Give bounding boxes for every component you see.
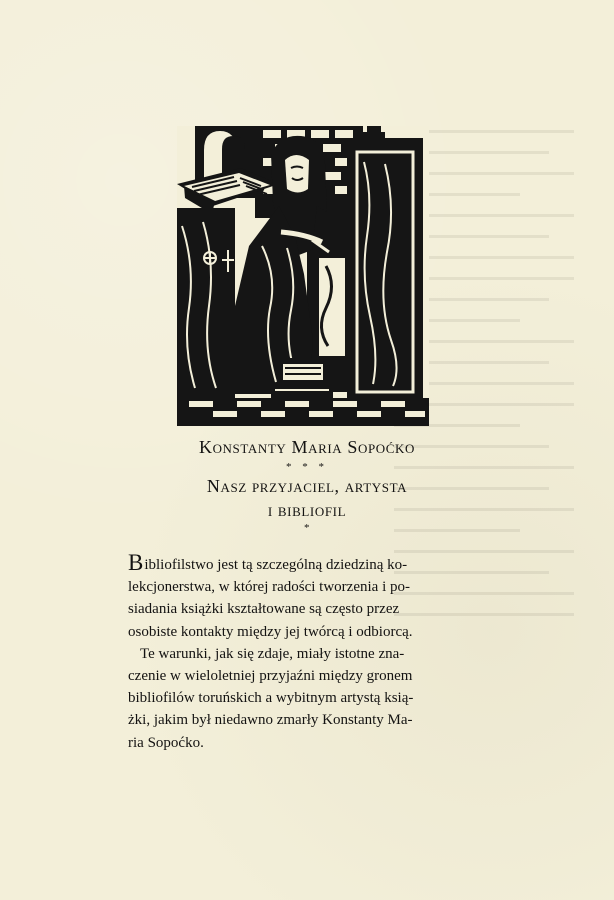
- body-line-3: siadania książki kształtowane są często przez: [128, 601, 400, 618]
- scholar-woodcut: [177, 126, 429, 426]
- body-line-8: żki, jakim był niedawno zmarły Konstanty Ma-: [128, 712, 413, 729]
- body-line-6: czenie w wieloletniej przyjaźni między gronem: [128, 668, 413, 685]
- author-name: Konstanty Maria Sopoćko: [198, 437, 416, 457]
- left-side-panel: [177, 208, 235, 398]
- article-heading: [122, 435, 492, 535]
- floor-books: [271, 358, 333, 402]
- checkered-floor: [177, 398, 429, 426]
- article-body: [128, 551, 494, 754]
- body-line-1: Bibliofilstwo jest tą szczególną dziedziną ko-: [128, 550, 408, 575]
- body-line-4: osobiste kontakty między jej twórcą i odbiorcą.: [128, 623, 413, 640]
- subtitle-line-1: Nasz przyjaciel, artysta: [206, 476, 408, 496]
- body-line-2: lekcjonerstwa, w której radości tworzenia i po-: [128, 579, 410, 596]
- subtitle-line-2: i bibliofil: [267, 500, 347, 520]
- body-line-9: ria Sopoćko.: [128, 734, 204, 751]
- body-line-7: bibliofilów toruńskich a wybitnym artystą ksią-: [128, 690, 414, 707]
- ornament-star-bottom: *: [303, 522, 311, 534]
- ornament-stars-top: * * *: [286, 461, 328, 473]
- body-line-5: Te warunki, jak się zdaje, miały istotne zna-: [140, 645, 405, 662]
- woodcut-illustration: [177, 126, 429, 426]
- drop-cap: B: [128, 550, 144, 575]
